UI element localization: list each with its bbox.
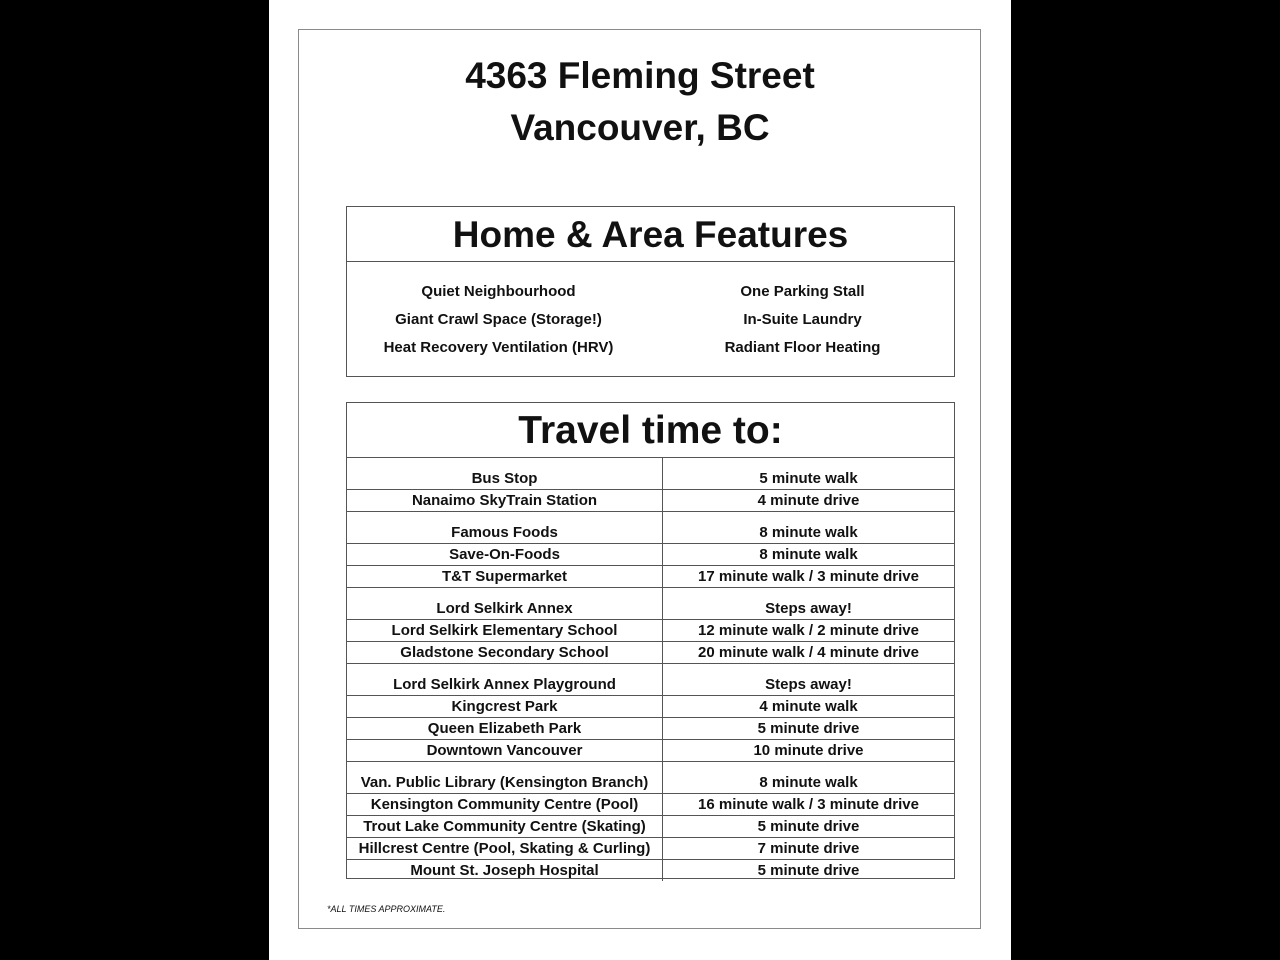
feature-item: One Parking Stall (740, 283, 865, 300)
table-row (347, 838, 954, 860)
table-row (347, 762, 954, 794)
travel-table (347, 458, 954, 881)
table-row (347, 816, 954, 838)
travel-time-cell: 5 minute drive (663, 860, 955, 882)
footnote: *ALL TIMES APPROXIMATE. (327, 904, 446, 914)
destination-cell: Bus Stop (347, 458, 663, 490)
address-street: 4363 Fleming Street (465, 55, 815, 96)
travel-time-cell: 10 minute drive (663, 740, 955, 762)
travel-time-cell: 5 minute drive (663, 718, 955, 740)
table-row (347, 620, 954, 642)
table-row (347, 512, 954, 544)
destination-cell: Nanaimo SkyTrain Station (347, 490, 663, 512)
table-row (347, 588, 954, 620)
travel-time-cell: 5 minute walk (759, 470, 858, 487)
travel-box (346, 402, 955, 879)
table-row (347, 458, 954, 490)
features-title: Home & Area Features (347, 207, 954, 262)
travel-time-cell: 5 minute drive (663, 816, 955, 838)
destination-cell: Hillcrest Centre (Pool, Skating & Curling) (347, 838, 663, 860)
table-row (347, 664, 954, 696)
travel-time-cell: 20 minute walk / 4 minute drive (663, 642, 955, 664)
table-row (347, 566, 954, 588)
destination-cell: Lord Selkirk Elementary School (347, 620, 663, 642)
table-row (347, 642, 954, 664)
address-city: Vancouver, BC (510, 107, 770, 148)
table-row (347, 740, 954, 762)
property-address (269, 50, 1011, 154)
travel-time-cell: 4 minute drive (663, 490, 955, 512)
travel-time-cell: 17 minute walk / 3 minute drive (663, 566, 955, 588)
travel-title: Travel time to: (347, 403, 954, 458)
feature-item: Radiant Floor Heating (724, 339, 881, 356)
travel-time-cell: 8 minute walk (663, 512, 955, 544)
travel-time-cell: 4 minute walk (663, 696, 955, 718)
travel-time-cell: Steps away! (663, 588, 955, 620)
destination-cell: Gladstone Secondary School (347, 642, 663, 664)
destination-cell: Trout Lake Community Centre (Skating) (347, 816, 663, 838)
destination-cell: T&T Supermarket (347, 566, 663, 588)
document-page (269, 0, 1011, 960)
destination-cell: Kingcrest Park (347, 696, 663, 718)
travel-time-cell: 7 minute drive (663, 838, 955, 860)
destination-cell: Mount St. Joseph Hospital (347, 860, 663, 882)
table-row (347, 718, 954, 740)
destination-cell: Famous Foods (347, 512, 663, 544)
travel-time-cell: 16 minute walk / 3 minute drive (663, 794, 955, 816)
feature-item: In-Suite Laundry (743, 311, 862, 328)
destination-cell: Queen Elizabeth Park (347, 718, 663, 740)
travel-time-cell: 12 minute walk / 2 minute drive (663, 620, 955, 642)
destination-cell: Downtown Vancouver (347, 740, 663, 762)
destination-cell: Van. Public Library (Kensington Branch) (347, 762, 663, 794)
features-list (347, 262, 954, 362)
travel-time-cell: 8 minute walk (663, 762, 955, 794)
feature-item: Quiet Neighbourhood (421, 283, 576, 300)
travel-time-cell: Steps away! (663, 664, 955, 696)
table-row (347, 794, 954, 816)
table-row (347, 490, 954, 512)
table-row (347, 544, 954, 566)
destination-cell: Kensington Community Centre (Pool) (347, 794, 663, 816)
feature-item: Giant Crawl Space (Storage!) (395, 311, 602, 328)
travel-time-cell: 8 minute walk (663, 544, 955, 566)
destination-cell: Lord Selkirk Annex Playground (347, 664, 663, 696)
feature-item: Heat Recovery Ventilation (HRV) (383, 339, 614, 356)
table-row (347, 860, 954, 882)
destination-cell: Save-On-Foods (347, 544, 663, 566)
features-box (346, 206, 955, 377)
table-row (347, 696, 954, 718)
destination-cell: Lord Selkirk Annex (347, 588, 663, 620)
